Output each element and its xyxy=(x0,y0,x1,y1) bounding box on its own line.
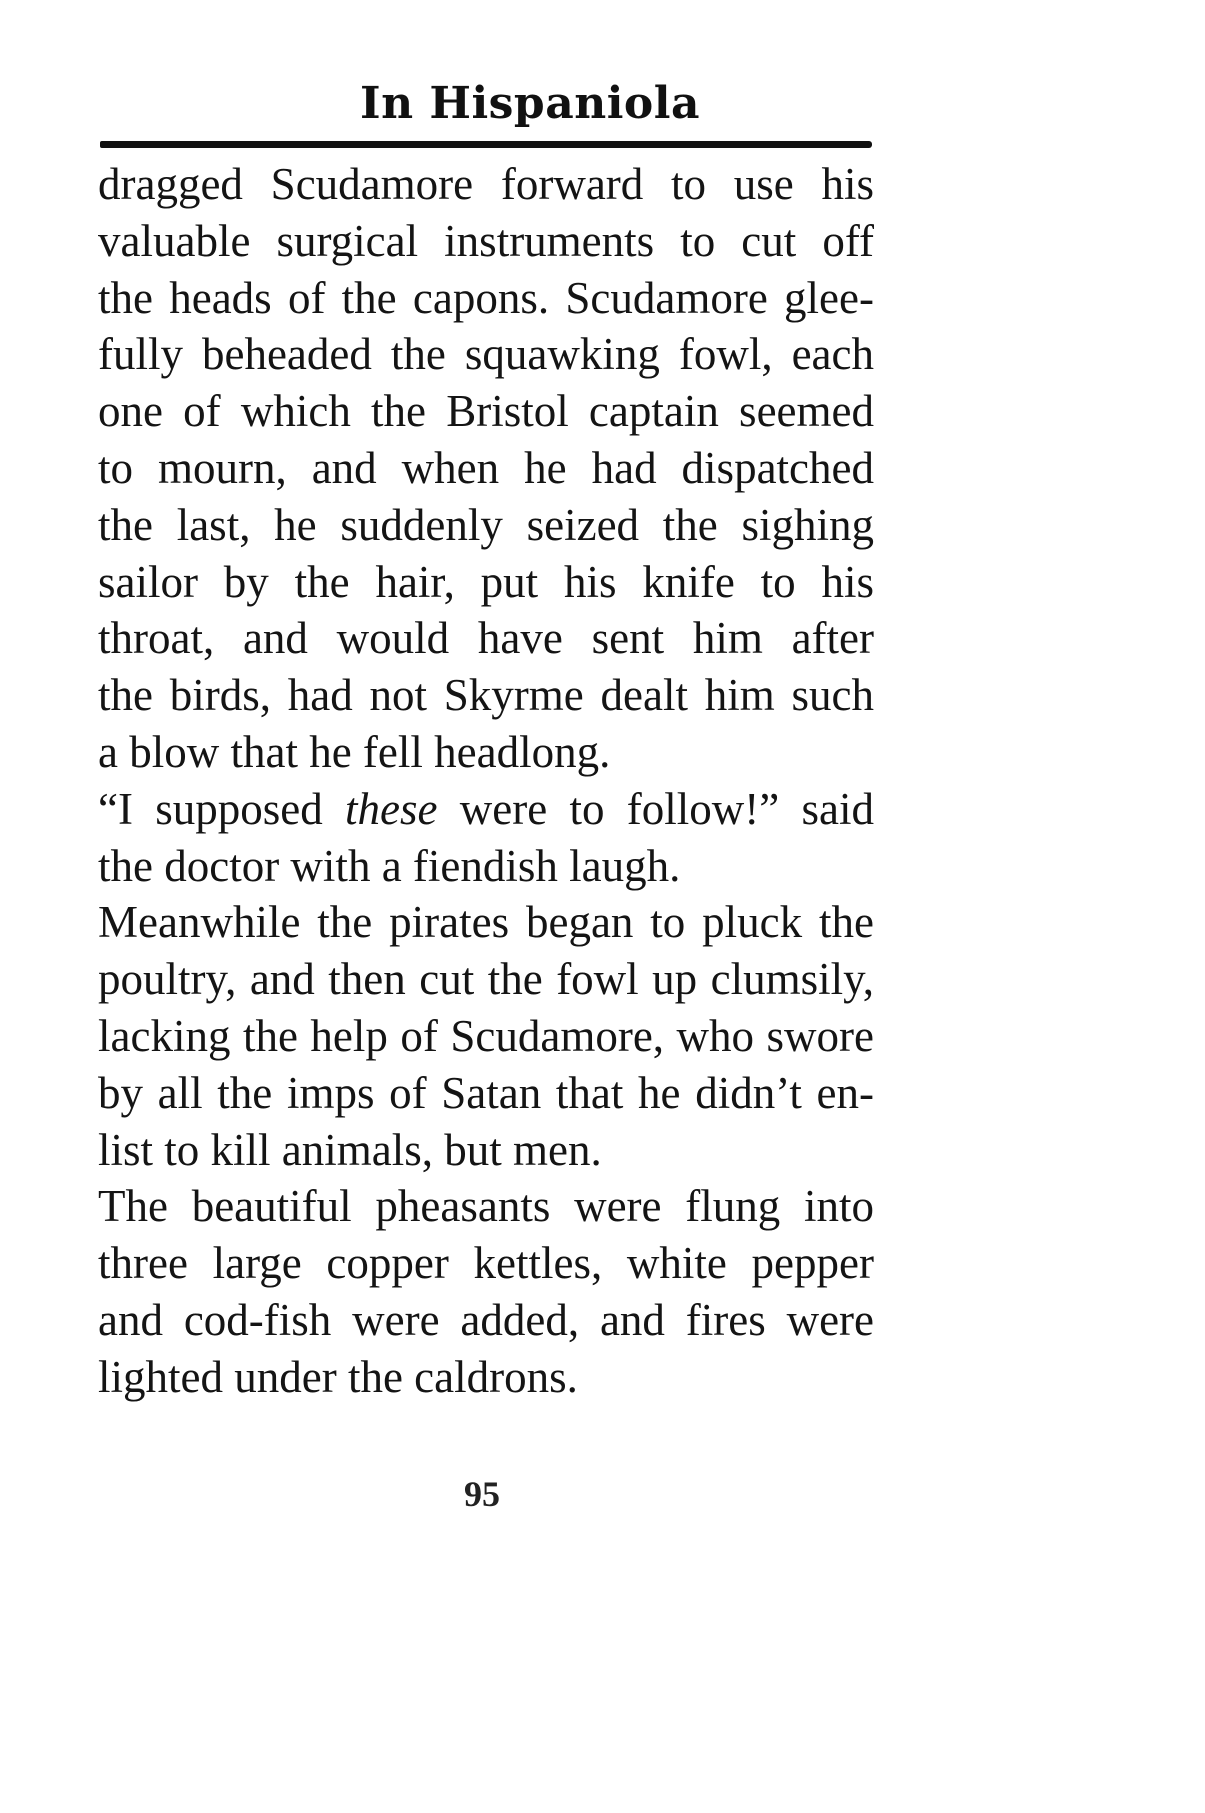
text-line-with-italic xyxy=(98,781,874,838)
text-line: fully beheaded the squawking fowl, each xyxy=(98,329,874,380)
text-run: were to follow!” said xyxy=(437,783,874,834)
text-line: one of which the Bristol captain seemed xyxy=(98,386,874,437)
text-line: lighted under the caldrons. xyxy=(98,1351,578,1402)
text-line: poultry, and then cut the fowl up clumsily, xyxy=(98,954,874,1005)
text-line: the doctor with a fiendish laugh. xyxy=(98,840,681,891)
body-text xyxy=(98,156,874,1406)
text-line: by all the imps of Satan that he didn’t en- xyxy=(98,1067,874,1118)
text-line: three large copper kettles, white pepper xyxy=(98,1238,874,1289)
text-line: a blow that he fell headlong. xyxy=(98,726,611,777)
text-line: The beautiful pheasants were flung into xyxy=(98,1181,874,1232)
text-line: dragged Scudamore forward to use his xyxy=(98,159,874,209)
text-line: and cod-fish were added, and fires were xyxy=(98,1294,874,1345)
text-line: list to kill animals, but men. xyxy=(98,1124,602,1175)
text-line: the heads of the capons. Scudamore glee- xyxy=(98,272,874,323)
text-line: valuable surgical instruments to cut off xyxy=(98,215,874,266)
text-line: the last, he suddenly seized the sighing xyxy=(98,499,874,550)
text-line: Meanwhile the pirates began to pluck the xyxy=(98,897,874,948)
text-line: lacking the help of Scudamore, who swore xyxy=(98,1010,874,1061)
text-run: “I supposed xyxy=(98,783,346,834)
text-line: throat, and would have sent him after xyxy=(98,613,874,664)
text-line: sailor by the hair, put his knife to his xyxy=(98,556,874,607)
text-line: to mourn, and when he had dispatched xyxy=(98,442,874,493)
page-number: 95 xyxy=(464,1474,500,1514)
running-head: In Hispaniola xyxy=(359,78,700,129)
header-rule xyxy=(100,141,872,148)
text-line: the birds, had not Skyrme dealt him such xyxy=(98,670,874,721)
italic-word: these xyxy=(345,783,438,834)
